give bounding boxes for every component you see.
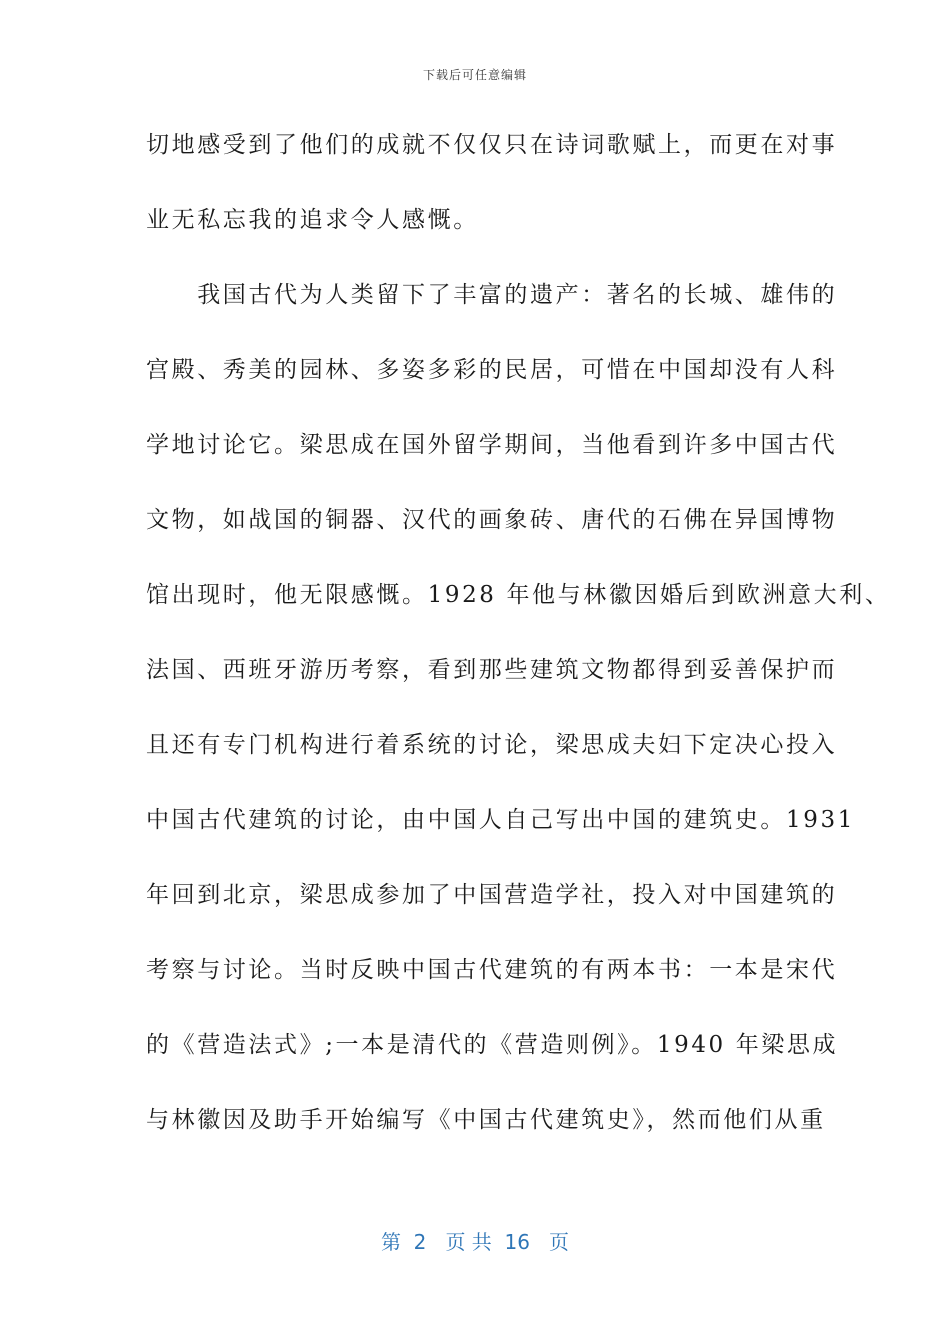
text-line: 考察与讨论。当时反映中国古代建筑的有两本书：一本是宋代 xyxy=(146,957,838,983)
text-line: 我国古代为人类留下了丰富的遗产：著名的长城、雄伟的 xyxy=(146,282,838,308)
text-line: 中国古代建筑的讨论，由中国人自己写出中国的建筑史。1931 xyxy=(146,807,855,833)
text-line: 文物，如战国的铜器、汉代的画象砖、唐代的石佛在异国博物 xyxy=(146,507,838,533)
text-line: 学地讨论它。梁思成在国外留学期间，当他看到许多中国古代 xyxy=(146,432,838,458)
text-line: 法国、西班牙游历考察，看到那些建筑文物都得到妥善保护而 xyxy=(146,657,838,683)
page-number: 第 2 页 共 16 页 xyxy=(380,1230,570,1254)
text-line: 业无私忘我的追求令人感慨。 xyxy=(146,207,479,233)
text-line: 且还有专门机构进行着系统的讨论，梁思成夫妇下定决心投入 xyxy=(146,732,838,758)
text-line: 馆出现时，他无限感慨。1928 年他与林徽因婚后到欧洲意大利、 xyxy=(146,582,891,608)
text-line: 的《营造法式》;一本是清代的《营造则例》。1940 年梁思成 xyxy=(146,1032,839,1058)
text-line: 切地感受到了他们的成就不仅仅只在诗词歌赋上，而更在对事 xyxy=(146,132,838,158)
text-line: 宫殿、秀美的园林、多姿多彩的民居，可惜在中国却没有人科 xyxy=(146,357,838,383)
text-line: 年回到北京，梁思成参加了中国营造学社，投入对中国建筑的 xyxy=(146,882,838,908)
text-line: 与林徽因及助手开始编写《中国古代建筑史》，然而他们从重 xyxy=(146,1107,826,1133)
header-note: 下载后可任意编辑 xyxy=(422,68,527,82)
